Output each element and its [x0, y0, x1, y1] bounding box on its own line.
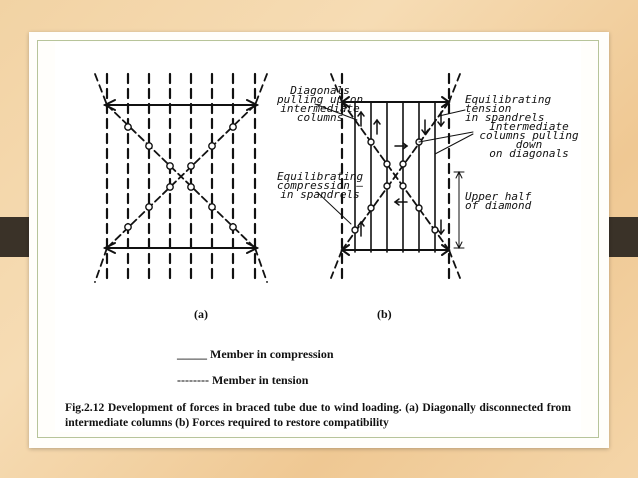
legend-compression: _____ Member in compression — [177, 347, 334, 361]
annotation-equilibrating-compression: Equilibrating compression – in spandrels — [277, 170, 364, 201]
label-b: (b) — [377, 307, 392, 321]
slide — [29, 32, 609, 448]
annotation-equilibrating-tension: Equilibrating tension in spandrels — [465, 93, 552, 124]
diagram-a — [95, 74, 267, 282]
figure-caption: Fig.2.12 Development of forces in braced tube due to wind loading. (a) Diagonally disconnected from intermediate columns (b) Forces required to restore compatibility — [65, 401, 571, 429]
annotation-intermediate-columns: Intermediate columns pulling down on diagonals — [479, 120, 579, 160]
figure-image — [55, 42, 581, 432]
legend-tension: -------- Member in tension — [177, 373, 309, 387]
annotation-diagonals-pulling: Diagonals pulling up on intermediate columns — [277, 84, 364, 124]
label-a: (a) — [194, 307, 208, 321]
annotation-upper-half-diamond: Upper half of diamond — [465, 190, 532, 212]
